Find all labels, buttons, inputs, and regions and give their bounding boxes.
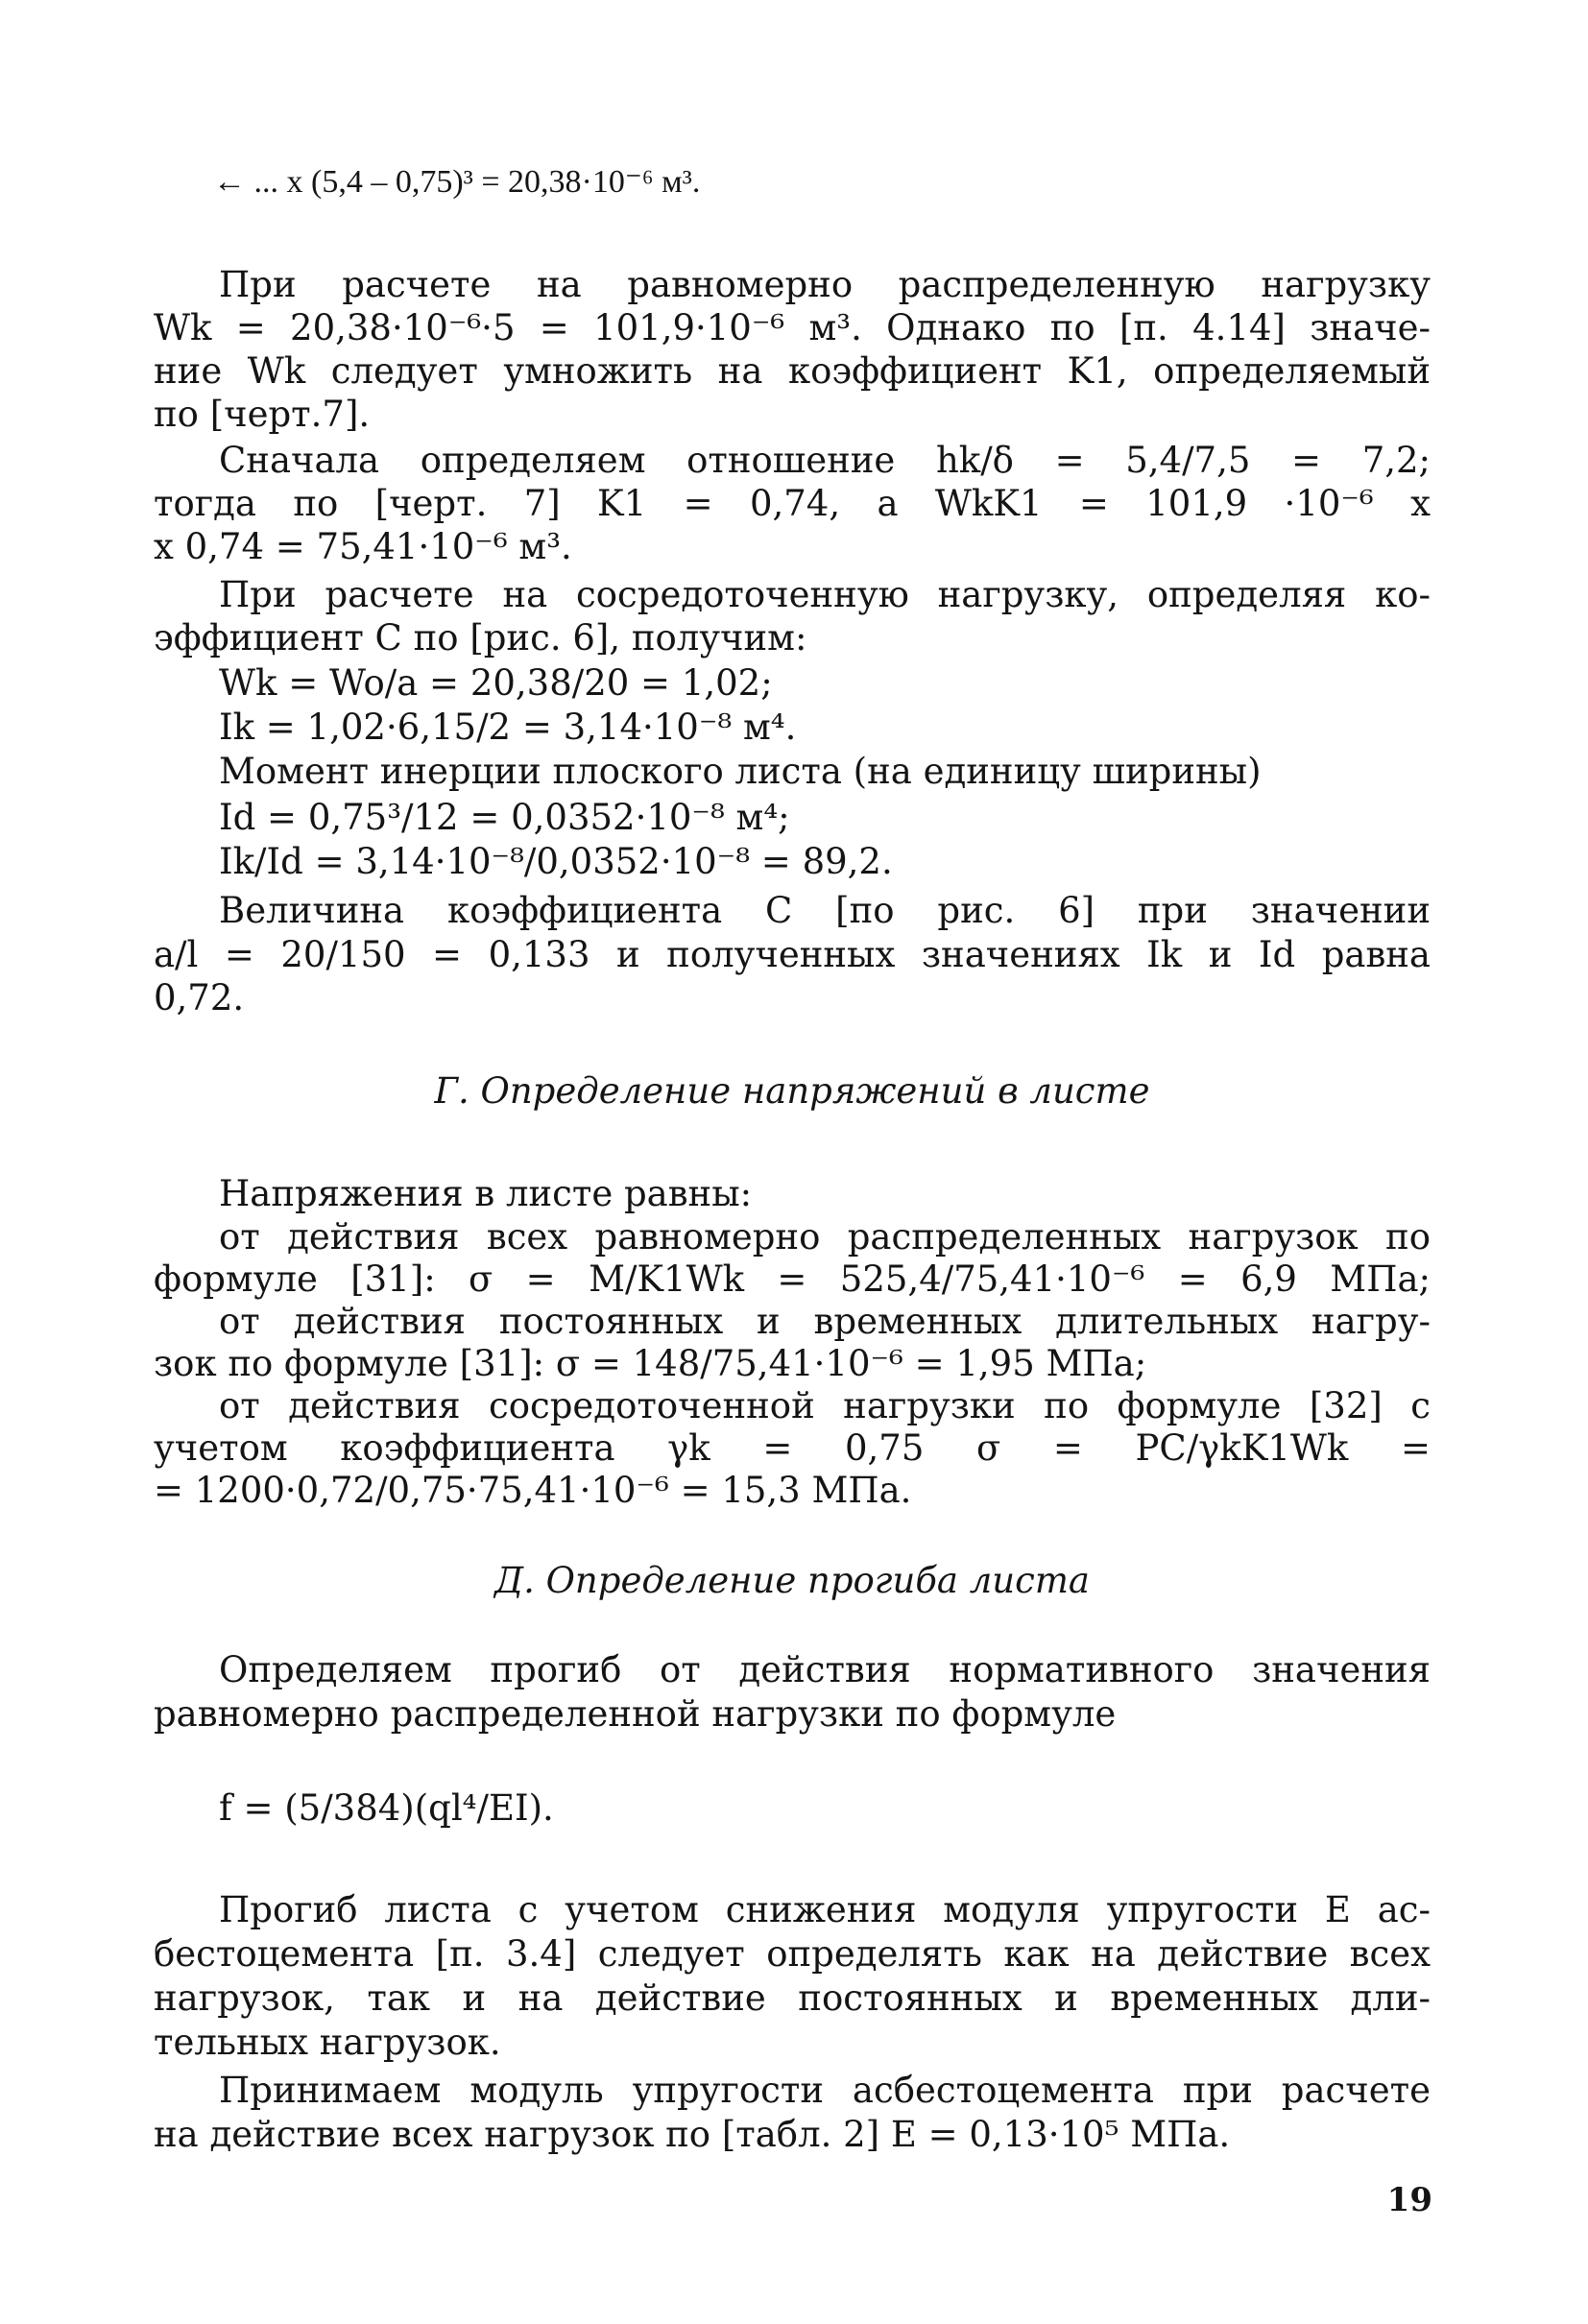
text-line: Прогиб листа с учетом снижения модуля упругости E ас-	[219, 1889, 1431, 1930]
text-line: Напряжения в листе равны:	[219, 1173, 753, 1214]
text-line: Wk = 20,38·10⁻⁶·5 = 101,9·10⁻⁶ м³. Однако по [п. 4.14] значе-	[154, 307, 1431, 348]
formula-line: f = (5/384)(ql⁴/EI).	[219, 1787, 554, 1829]
text-line: x 0,74 = 75,41·10⁻⁶ м³.	[154, 526, 572, 567]
text-line: Определяем прогиб от действия нормативного значения	[219, 1649, 1431, 1690]
text-line: Принимаем модуль упругости асбестоцемента при расчете	[219, 2070, 1431, 2111]
text-line: = 1200·0,72/0,75·75,41·10⁻⁶ = 15,3 МПа.	[154, 1470, 912, 1511]
formula-line: Ik = 1,02·6,15/2 = 3,14·10⁻⁸ м⁴.	[219, 707, 797, 748]
text-line: Сначала определяем отношение hk/δ = 5,4/7,5 = 7,2;	[219, 440, 1431, 481]
text-line: При расчете на сосредоточенную нагрузку, определяя ко-	[219, 574, 1431, 615]
section-heading: Д. Определение прогиба листа	[494, 1560, 1090, 1601]
top-formula: ← ... x (5,4 – 0,75)³ = 20,38·10⁻⁶ м³.	[213, 164, 701, 200]
text-line: ние Wk следует умножить на коэффициент K1, определяемый	[154, 350, 1431, 392]
text-line: по [черт.7].	[154, 394, 371, 435]
text-line: на действие всех нагрузок по [табл. 2] E = 0,13·10⁵ МПа.	[154, 2114, 1231, 2155]
text-line: нагрузок, так и на действие постоянных и временных дли-	[154, 1977, 1431, 2019]
text-line: от действия постоянных и временных длительных нагру-	[219, 1301, 1431, 1342]
text-line: Величина коэффициента C [по рис. 6] при значении	[219, 890, 1431, 931]
text-line: от действия сосредоточенной нагрузки по формуле [32] с	[219, 1385, 1431, 1426]
page-number: 19	[1386, 2181, 1432, 2219]
text-line: учетом коэффициента γk = 0,75 σ = PC/γkK1Wk =	[154, 1427, 1431, 1469]
text-line: 0,72.	[154, 977, 245, 1018]
section-heading: Г. Определение напряжений в листе	[434, 1070, 1150, 1112]
formula-line: Ik/Id = 3,14·10⁻⁸/0,0352·10⁻⁸ = 89,2.	[219, 841, 893, 882]
text-line: тогда по [черт. 7] K1 = 0,74, а WkK1 = 101,9 ·10⁻⁶ x	[154, 483, 1431, 524]
text-line: a/l = 20/150 = 0,133 и полученных значениях Ik и Id равна	[154, 934, 1431, 975]
formula-line: Wk = Wo/a = 20,38/20 = 1,02;	[219, 662, 773, 704]
text-line: бестоцемента [п. 3.4] следует определять как на действие всех	[154, 1933, 1431, 1975]
text-line: зок по формуле [31]: σ = 148/75,41·10⁻⁶ = 1,95 МПа;	[154, 1343, 1147, 1384]
text-line: При расчете на равномерно распределенную нагрузку	[219, 264, 1431, 305]
text-line: равномерно распределенной нагрузки по формуле	[154, 1693, 1117, 1735]
text-line: формуле [31]: σ = M/K1Wk = 525,4/75,41·10⁻⁶ = 6,9 МПа;	[154, 1258, 1431, 1300]
formula-line: Id = 0,75³/12 = 0,0352·10⁻⁸ м⁴;	[219, 797, 790, 838]
text-line: Момент инерции плоского листа (на единицу ширины)	[219, 751, 1262, 792]
text-line: тельных нагрузок.	[154, 2022, 501, 2063]
text-line: эффициент C по [рис. 6], получим:	[154, 617, 807, 659]
text-line: от действия всех равномерно распределенных нагрузок по	[219, 1216, 1431, 1258]
